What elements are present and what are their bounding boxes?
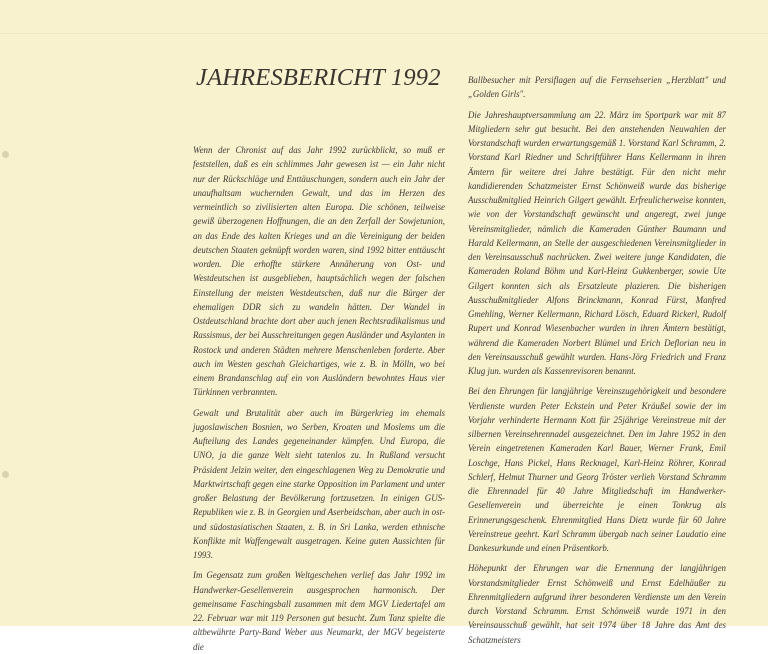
- page-title: JAHRESBERICHT 1992: [196, 64, 441, 91]
- paragraph: Gewalt und Brutalität aber auch im Bürgerkrieg im ehemals jugoslawischen Bosnien, wo Serben, Kroaten und Moslems um die Aufteilung des Landes gegeneinander kämpfen. Und Europa, die UNO, ja die ganze Welt sieht tatenlos zu. In Rußland versucht Präsident Jelzin weiter, den eingeschlagenen Weg zu Demokratie und Marktwirtschaft gegen eine starke Opposition im Parlament und unter großer Belastung der Bevölkerung fortzusetzen. In einigen GUS-Republiken wie z. B. in Georgien und Aserbeidschan, aber auch in ost- und südostasiatischen Staaten, z. B. in Sri Lanka, werden ethnische Konflikte mit Waffengewalt ausgetragen. Keine guten Aussichten für 1993.: [193, 407, 445, 560]
- right-text-column: [468, 73, 726, 647]
- scan-edge-line: [0, 33, 768, 34]
- paragraph: Ballbesucher mit Persiflagen auf die Fernsehserien „Herzblatt" und „Golden Girls".: [468, 75, 726, 100]
- left-text-column: [193, 143, 445, 654]
- punch-hole: [2, 471, 9, 478]
- paragraph: Wenn der Chronist auf das Jahr 1992 zurückblickt, so muß er feststellen, daß es ein schlimmes Jahr gewesen ist — ein Jahr nicht nur der Rückschläge und Enttäuschungen, sondern auch ein Jahr der unaufhaltsam wuchernden Gewalt, und das im Herzen des vermeintlich so zivilisierten alten Europa. Die schönen, teilweise gewiß überzogenen Hoffnungen, die an den Zerfall der Sowjetunion, an das Ende des kalten Krieges und an die Vereinigung der beiden deutschen Staaten geknüpft worden waren, sind 1992 bitter enttäuscht worden. Die erhoffte stärkere Annäherung von Ost- und Westdeutschen ist ausgeblieben, hauptsächlich wegen der falschen Einstellung der meisten Westdeutschen, daß nur die Bürger der ehemaligen DDR sich zu wandeln hätten. Der Wandel in Ostdeutschland brachte dort aber auch jenen Rechtsradikalismus und Rassismus, der bei Ausschreitungen gegen Ausländer und Asylanten in Rostock und anderen Städten mehrere Menschenleben forderte. Aber auch im Westen geschah Gleichartiges, wie z. B. in Mölln, wo bei einem Brandanschlag auf ein von Ausländern bewohntes Haus vier Türkinnen verbrannten.: [193, 145, 445, 398]
- paragraph: Bei den Ehrungen für langjährige Vereinszugehörigkeit und besondere Verdienste wurden Peter Eckstein und Peter Kräußel sowie der im Vorjahr verhinderte Hermann Kott für 25jährige Vereinstreue mit der silbernen Vereinsehrennadel ausgezeichnet. Den im Jahre 1952 in den Verein eingetretenen Kameraden Karl Bauer, Werner Frank, Emil Loschge, Hans Pickel, Hans Recknagel, Karl-Heinz Röhrer, Konrad Schlerf, Helmut Thurner und Georg Tröster verlieh Vorstand Schramm die Ehrennadel für 40 Jahre Mitgliedschaft im Handwerker-Gesellenverein und überreichte je einen Tonkrug als Erinnerungsgeschenk. Ehrenmitglied Hans Dietz wurde für 60 Jahre Vereinstreue geehrt. Karl Schramm übergab nach seiner Laudatio eine Dankesurkunde und einen Präsentkorb.: [468, 386, 726, 553]
- paragraph: Die Jahreshauptversammlung am 22. März im Sportpark war mit 87 Mitgliedern sehr gut besucht. Bei den anstehenden Neuwahlen der Vorstandschaft wurden erwartungsgemäß 1. Vorstand Karl Schramm, 2. Vorstand Karl Riedner und Schriftführer Hans Kellermann in ihren Ämtern für weitere drei Jahre bestätigt. Für den nicht mehr kandidierenden Schatzmeister Ernst Schönweiß wurde das bisherige Ausschußmitglied Heinrich Gilgert gewählt. Erfreulicherweise konnten, wie von der Vorstandschaft gewünscht und angeregt, zwei junge Vereinsmitglieder, nämlich die Kameraden Günther Baumann und Harald Kellermann, an Stelle der ausgeschiedenen Vereinsmitglieder in den Vereinsausschuß nachrücken. Zwei weitere junge Kandidaten, die Kameraden Roland Böhm und Karl-Heinz Gukkenberger, sowie Ute Gilgert konnten sich als Ersatzleute plazieren. Die bisherigen Ausschußmitglieder Alfons Brinckmann, Konrad Fürst, Manfred Gmehling, Werner Kellermann, Richard Lösch, Eduard Rickerl, Rudolf Rupert und Konrad Wiesenbacher wurden in ihren Ämtern bestätigt, während die Kameraden Norbert Blümel und Erich Deflorian neu in den Vereinsausschuß gewählt wurden. Hans-Jörg Friedrich und Franz Klug jun. wurden als Kassenrevisoren benannt.: [468, 109, 726, 376]
- punch-hole: [2, 151, 9, 158]
- paragraph: Höhepunkt der Ehrungen war die Ernennung der langjährigen Vorstandsmitglieder Ernst Schönweiß und Ernst Edelhäußer zu Ehrenmitgliedern aufgrund ihrer besonderen Verdienste um den Verein durch Vorstand Schramm. Ernst Schönweiß wurde 1971 in den Vereinsausschuß gewählt, hat seit 1974 über 18 Jahre das Amt des Schatzmeisters: [468, 563, 726, 645]
- paragraph: Im Gegensatz zum großen Weltgeschehen verlief das Jahr 1992 im Handwerker-Gesellenverein ausgesprochen harmonisch. Der gemeinsame Faschingsball zusammen mit dem MGV Liedertafel am 22. Februar war mit 119 Personen gut besucht. Zum Tanz spielte die altbewährte Party-Band Weber aus Neumarkt, der MGV begeisterte die: [193, 570, 445, 652]
